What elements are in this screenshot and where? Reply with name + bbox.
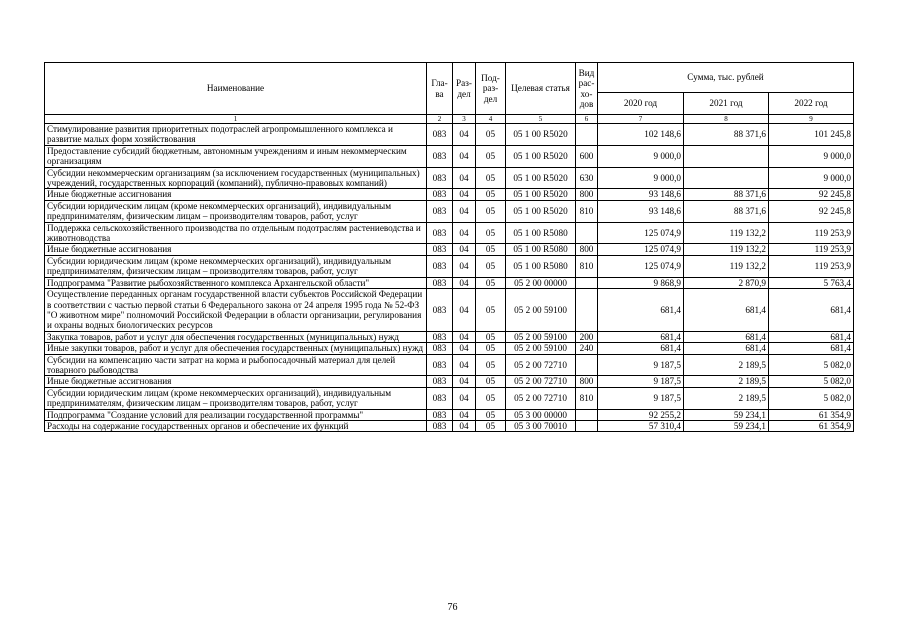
row-vid [576,124,598,146]
row-podrazdel: 05 [476,376,506,387]
row-podrazdel: 05 [476,420,506,431]
row-amount-2020: 57 310,4 [598,420,684,431]
row-name: Предоставление субсидий бюджетным, автономным учреждениям и иным некоммерческим организациям [45,145,427,167]
row-target: 05 1 00 R5020 [506,124,576,146]
row-amount-2020: 102 148,6 [598,124,684,146]
row-amount-2022: 119 253,9 [769,255,854,277]
row-target: 05 3 00 00000 [506,409,576,420]
table-row [45,331,854,342]
row-amount-2020: 125 074,9 [598,222,684,244]
row-razdel: 04 [453,343,476,354]
row-podrazdel: 05 [476,343,506,354]
row-glava: 083 [427,222,453,244]
row-vid: 240 [576,343,598,354]
row-razdel: 04 [453,124,476,146]
table-row [45,124,854,146]
row-amount-2022: 5 763,4 [769,277,854,288]
row-target: 05 1 00 R5080 [506,222,576,244]
col-number: 6 [576,115,598,124]
col-number: 2 [427,115,453,124]
row-razdel: 04 [453,222,476,244]
row-vid: 810 [576,255,598,277]
row-glava: 083 [427,387,453,409]
row-podrazdel: 05 [476,145,506,167]
row-razdel: 04 [453,255,476,277]
row-razdel: 04 [453,200,476,222]
row-vid: 800 [576,244,598,255]
row-amount-2021: 88 371,6 [684,189,769,200]
row-amount-2022: 681,4 [769,343,854,354]
row-razdel: 04 [453,167,476,189]
row-name: Субсидии юридическим лицам (кроме некоммерческих организаций), индивидуальным предпринимателям, физическим лицам – производителям товаров, работ, услуг [45,255,427,277]
row-glava: 083 [427,354,453,376]
row-amount-2021 [684,167,769,189]
row-amount-2020: 681,4 [598,331,684,342]
budget-table [44,62,854,432]
row-vid [576,277,598,288]
row-razdel: 04 [453,354,476,376]
row-amount-2021: 2 870,9 [684,277,769,288]
row-amount-2021: 681,4 [684,331,769,342]
row-amount-2020: 9 000,0 [598,167,684,189]
row-razdel: 04 [453,387,476,409]
row-vid: 800 [576,189,598,200]
row-name: Расходы на содержание государственных органов и обеспечение их функций [45,420,427,431]
row-amount-2021: 88 371,6 [684,124,769,146]
row-name: Иные закупки товаров, работ и услуг для обеспечения государственных (муниципальных) нужд [45,343,427,354]
row-vid: 600 [576,145,598,167]
row-name: Иные бюджетные ассигнования [45,189,427,200]
row-amount-2021 [684,145,769,167]
col-number: 9 [769,115,854,124]
row-vid: 200 [576,331,598,342]
row-amount-2022: 5 082,0 [769,354,854,376]
header-glava: Гла-ва [427,63,453,115]
table-body [45,124,854,432]
table-row [45,376,854,387]
row-target: 05 3 00 70010 [506,420,576,431]
row-podrazdel: 05 [476,244,506,255]
row-razdel: 04 [453,145,476,167]
row-razdel: 04 [453,277,476,288]
row-amount-2021: 59 234,1 [684,409,769,420]
row-amount-2021: 2 189,5 [684,376,769,387]
header-name: Наименование [45,63,427,115]
row-amount-2020: 125 074,9 [598,244,684,255]
row-amount-2020: 92 255,2 [598,409,684,420]
row-amount-2021: 681,4 [684,343,769,354]
row-vid [576,409,598,420]
header-sum: Сумма, тыс. рублей [598,63,854,93]
row-name: Подпрограмма "Развитие рыбохозяйственного комплекса Архангельской области" [45,277,427,288]
row-glava: 083 [427,167,453,189]
table-row [45,409,854,420]
row-razdel: 04 [453,289,476,332]
row-name: Субсидии на компенсацию части затрат на корма и рыбопосадочный материал для целей товарного рыбоводства [45,354,427,376]
row-amount-2022: 9 000,0 [769,167,854,189]
col-number: 7 [598,115,684,124]
column-number-row [45,115,854,124]
row-target: 05 2 00 00000 [506,277,576,288]
row-target: 05 2 00 72710 [506,354,576,376]
table-row [45,420,854,431]
row-amount-2022: 61 354,9 [769,409,854,420]
row-target: 05 2 00 59100 [506,331,576,342]
row-amount-2020: 9 187,5 [598,387,684,409]
table-row [45,289,854,332]
col-number: 3 [453,115,476,124]
row-amount-2021: 88 371,6 [684,200,769,222]
page-number: 76 [447,602,458,613]
header-target: Целевая статья [506,63,576,115]
row-amount-2022: 101 245,8 [769,124,854,146]
row-glava: 083 [427,420,453,431]
row-podrazdel: 05 [476,189,506,200]
row-amount-2021: 59 234,1 [684,420,769,431]
row-name: Закупка товаров, работ и услуг для обеспечения государственных (муниципальных) нужд [45,331,427,342]
row-razdel: 04 [453,189,476,200]
row-target: 05 2 00 59100 [506,343,576,354]
row-podrazdel: 05 [476,222,506,244]
row-podrazdel: 05 [476,255,506,277]
row-amount-2022: 119 253,9 [769,244,854,255]
row-amount-2022: 5 082,0 [769,387,854,409]
row-glava: 083 [427,189,453,200]
row-vid: 810 [576,387,598,409]
row-amount-2021: 681,4 [684,289,769,332]
row-target: 05 1 00 R5020 [506,167,576,189]
row-glava: 083 [427,277,453,288]
row-target: 05 2 00 72710 [506,387,576,409]
table-row [45,387,854,409]
table-row [45,255,854,277]
row-name: Субсидии юридическим лицам (кроме некоммерческих организаций), индивидуальным предпринимателям, физическим лицам – производителям товаров, работ, услуг [45,387,427,409]
row-name: Субсидии юридическим лицам (кроме некоммерческих организаций), индивидуальным предпринимателям, физическим лицам – производителям товаров, работ, услуг [45,200,427,222]
row-amount-2020: 9 868,9 [598,277,684,288]
row-amount-2020: 125 074,9 [598,255,684,277]
row-target: 05 1 00 R5020 [506,200,576,222]
row-glava: 083 [427,244,453,255]
row-amount-2020: 9 187,5 [598,376,684,387]
row-amount-2022: 681,4 [769,289,854,332]
row-amount-2022: 681,4 [769,331,854,342]
row-podrazdel: 05 [476,200,506,222]
col-number: 1 [45,115,427,124]
row-amount-2020: 681,4 [598,343,684,354]
row-amount-2022: 92 245,8 [769,200,854,222]
row-name: Осуществление переданных органам государственной власти субъектов Российской Федерации в соответствии с частью первой статьи 6 Федерального закона от 24 апреля 1995 года № 52-ФЗ "О животном мире" полномочий Российской Федерации в области организации, регулирования и охраны водных биологических ресурсов [45,289,427,332]
row-amount-2020: 9 000,0 [598,145,684,167]
header-vid: Вид рас-хо-дов [576,63,598,115]
row-amount-2021: 2 189,5 [684,387,769,409]
row-vid [576,420,598,431]
row-amount-2020: 681,4 [598,289,684,332]
row-amount-2021: 119 132,2 [684,255,769,277]
row-podrazdel: 05 [476,277,506,288]
row-amount-2022: 119 253,9 [769,222,854,244]
table-row [45,277,854,288]
row-podrazdel: 05 [476,409,506,420]
header-2022: 2022 год [769,93,854,115]
row-glava: 083 [427,124,453,146]
row-glava: 083 [427,255,453,277]
row-target: 05 1 00 R5080 [506,244,576,255]
table-row [45,200,854,222]
col-number: 8 [684,115,769,124]
row-name: Подпрограмма "Создание условий для реализации государственной программы" [45,409,427,420]
row-target: 05 2 00 72710 [506,376,576,387]
row-amount-2022: 92 245,8 [769,189,854,200]
row-glava: 083 [427,289,453,332]
table-row [45,343,854,354]
table-row [45,167,854,189]
row-amount-2020: 93 148,6 [598,200,684,222]
row-glava: 083 [427,376,453,387]
row-amount-2022: 5 082,0 [769,376,854,387]
row-amount-2022: 61 354,9 [769,420,854,431]
row-vid: 800 [576,376,598,387]
row-razdel: 04 [453,244,476,255]
header-2020: 2020 год [598,93,684,115]
row-amount-2021: 119 132,2 [684,244,769,255]
row-amount-2020: 9 187,5 [598,354,684,376]
row-name: Поддержка сельскохозяйственного производства по отдельным подотраслям растениеводства и животноводства [45,222,427,244]
row-razdel: 04 [453,376,476,387]
row-name: Стимулирование развития приоритетных подотраслей агропромышленного комплекса и развитие малых форм хозяйствования [45,124,427,146]
row-amount-2022: 9 000,0 [769,145,854,167]
row-name: Иные бюджетные ассигнования [45,244,427,255]
row-vid [576,354,598,376]
row-razdel: 04 [453,420,476,431]
table-row [45,244,854,255]
row-podrazdel: 05 [476,289,506,332]
row-podrazdel: 05 [476,354,506,376]
row-amount-2021: 2 189,5 [684,354,769,376]
row-target: 05 1 00 R5020 [506,189,576,200]
row-amount-2021: 119 132,2 [684,222,769,244]
row-glava: 083 [427,145,453,167]
row-target: 05 2 00 59100 [506,289,576,332]
row-glava: 083 [427,331,453,342]
row-vid: 810 [576,200,598,222]
row-vid [576,222,598,244]
row-razdel: 04 [453,331,476,342]
row-podrazdel: 05 [476,331,506,342]
row-target: 05 1 00 R5080 [506,255,576,277]
row-vid: 630 [576,167,598,189]
row-target: 05 1 00 R5020 [506,145,576,167]
col-number: 5 [506,115,576,124]
row-podrazdel: 05 [476,167,506,189]
row-glava: 083 [427,343,453,354]
row-name: Субсидии некоммерческим организациям (за исключением государственных (муниципальных) учреждений, государственных корпораций (компаний), публично-правовых компаний) [45,167,427,189]
row-podrazdel: 05 [476,387,506,409]
header-podrazdel: Под-раз-дел [476,63,506,115]
table-row [45,189,854,200]
row-razdel: 04 [453,409,476,420]
row-glava: 083 [427,200,453,222]
row-vid [576,289,598,332]
row-name: Иные бюджетные ассигнования [45,376,427,387]
row-amount-2020: 93 148,6 [598,189,684,200]
header-razdel: Раз-дел [453,63,476,115]
table-row [45,145,854,167]
table-row [45,354,854,376]
table-row [45,222,854,244]
row-podrazdel: 05 [476,124,506,146]
row-glava: 083 [427,409,453,420]
col-number: 4 [476,115,506,124]
header-2021: 2021 год [684,93,769,115]
